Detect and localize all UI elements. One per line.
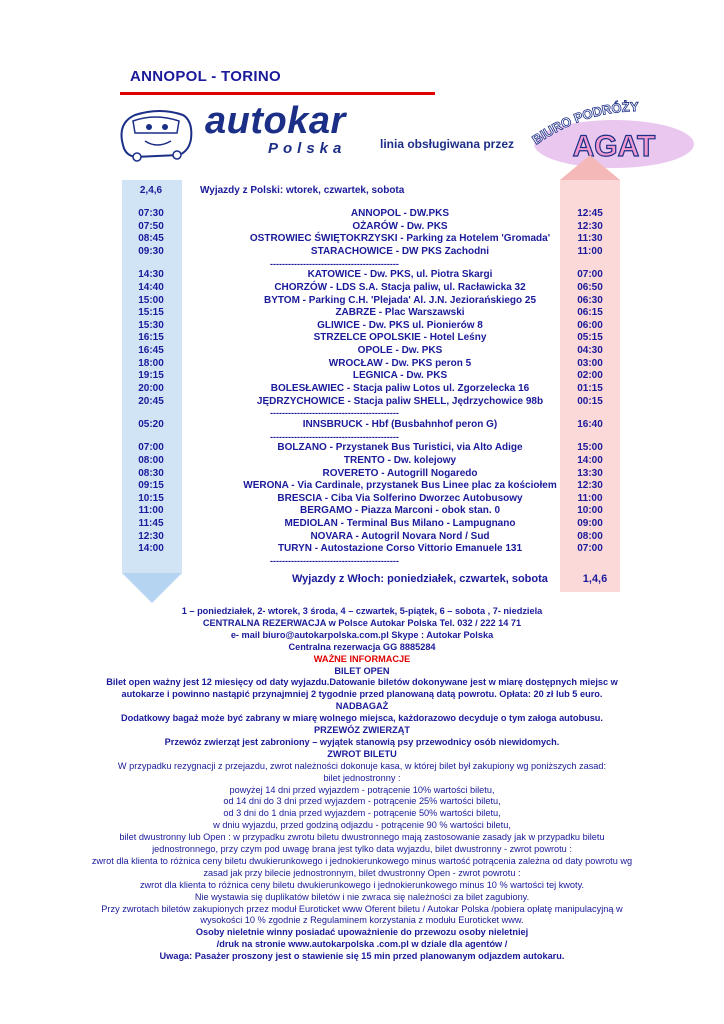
departure-time: 18:00 — [138, 357, 164, 369]
return-time: 14:00 — [577, 454, 603, 466]
return-time: 02:00 — [577, 370, 603, 382]
return-label: Wyjazdy z Włoch: poniedziałek, czwartek, sobota — [292, 573, 548, 585]
outbound-days: 2,4,6 — [139, 185, 163, 196]
stop-name: WROCŁAW - Dw. PKS peron 5 — [328, 357, 472, 369]
info-line: Centralna rezerwacja GG 8885284 — [288, 641, 436, 652]
arrow-up-icon — [560, 155, 620, 180]
info-line: PRZEWÓZ ZWIERZĄT — [314, 725, 410, 735]
stop-name: ROVERETO - Autogrill Nogaredo — [322, 467, 478, 479]
return-time: 06:00 — [577, 319, 603, 331]
info-line: autokarze i powinno nastąpić przynajmniej 2 tygodnie przed planowaną datą powrotu. Opłata: 20 zł lub 5 euro. — [121, 689, 603, 700]
operated-by-text: linia obsługiwana przez — [380, 137, 515, 151]
timetable-row — [120, 383, 620, 395]
departure-time: 14:00 — [138, 543, 164, 555]
group-separator: ------------------------------------------- — [270, 409, 399, 418]
timetable-row — [120, 480, 620, 492]
info-line: jednostronnego, przy czym pod uwagę brana jest tylko data wyjazdu, bilet dwustronny - zwrot powrotu : — [152, 844, 572, 854]
departure-time: 16:45 — [138, 345, 164, 357]
agat-name: AGAT — [572, 130, 656, 163]
info-line: w dniu wyjazdu, przed godziną odjazdu - potrącenie 90 % wartości biletu, — [213, 820, 511, 831]
timetable-row — [120, 208, 620, 220]
timetable-row — [120, 370, 620, 382]
stop-name: TRENTO - Dw. kolejowy — [343, 454, 457, 466]
departure-time: 20:00 — [138, 383, 164, 395]
return-days: 1,4,6 — [582, 573, 608, 585]
info-line: Bilet open ważny jest 12 miesięcy od daty wyjazdu.Datowanie biletów dokonywane jest w miarę dostępnych miejsc w — [106, 677, 618, 688]
stop-name: BOLESŁAWIEC - Stacja paliw Lotos ul. Zgorzelecka 16 — [270, 383, 530, 395]
return-time: 15:00 — [577, 442, 603, 454]
info-line: od 3 dni do 1 dnia przed wyjazdem - potrącenie 50% wartości biletu, — [223, 808, 501, 819]
departure-time: 12:30 — [138, 530, 164, 542]
return-time: 06:15 — [577, 307, 603, 319]
return-time: 12:30 — [577, 220, 603, 232]
timetable-row — [120, 332, 620, 344]
departure-time: 09:30 — [138, 245, 164, 257]
departure-time: 11:00 — [138, 505, 164, 517]
info-line: Nie wystawia się duplikatów biletów i nie zwraca się należności za bilet zagubiony. — [194, 891, 530, 902]
outbound-days-row — [120, 185, 620, 197]
return-time: 11:30 — [577, 233, 603, 245]
stop-name: BOLZANO - Przystanek Bus Turistici, via Alto Adige — [277, 442, 523, 454]
timetable-row — [120, 282, 620, 294]
departure-time: 08:45 — [138, 233, 164, 245]
timetable-row — [120, 518, 620, 530]
stop-name: INNSBRUCK - Hbf (Busbahnhof peron G) — [302, 418, 498, 430]
departure-time: 10:15 — [138, 492, 164, 504]
info-line: CENTRALNA REZERWACJA w Polsce Autokar Polska Tel. 032 / 222 14 71 — [202, 617, 522, 628]
return-time: 11:00 — [577, 245, 603, 257]
return-time: 11:00 — [577, 492, 603, 504]
timetable-row — [120, 455, 620, 467]
return-time: 03:00 — [577, 357, 603, 369]
info-line: powyżej 14 dni przed wyjazdem - potrącenie 10% wartości biletu, — [229, 784, 495, 795]
return-time: 06:30 — [577, 294, 603, 306]
stop-name: OPOLE - Dw. PKS — [357, 345, 443, 357]
stop-name: BYTOM - Parking C.H. 'Plejada' Al. J.N. Jeziorańskiego 25 — [263, 294, 537, 306]
timetable-row — [120, 543, 620, 555]
stop-name: MEDIOLAN - Terminal Bus Milano - Lampugnano — [284, 518, 516, 530]
info-line: Uwaga: Pasażer proszony jest o stawienie się 15 min przed planowanym odjazdem autokaru. — [159, 951, 565, 962]
info-line: WAŻNE INFORMACJE — [313, 653, 411, 664]
stop-name: BRESCIA - Ciba Via Solferino Dworzec Autobusowy — [277, 492, 523, 504]
return-time: 00:15 — [577, 395, 603, 407]
stop-name: BERGAMO - Piazza Marconi - obok stan. 0 — [299, 505, 501, 517]
info-line: Dodatkowy bagaż może być zabrany w miarę wolnego miejsca, każdorazowo decyduje o tym załoga autobusu. — [121, 713, 603, 724]
timetable-row — [120, 345, 620, 357]
info-line: /druk na stronie www.autokarpolska .com.pl w dziale dla agentów / — [216, 939, 508, 950]
return-time: 06:50 — [577, 281, 603, 293]
stop-name: STRZELCE OPOLSKIE - Hotel Leśny — [313, 332, 487, 344]
departure-time: 15:30 — [138, 319, 164, 331]
stop-name: JĘDRZYCHOWICE - Stacja paliw SHELL, Jędrzychowice 98b — [256, 395, 544, 407]
departure-time: 11:45 — [138, 518, 164, 530]
info-line: BILET OPEN — [334, 665, 390, 676]
departure-time: 08:30 — [138, 467, 164, 479]
timetable-row — [120, 246, 620, 258]
timetable-row — [120, 307, 620, 319]
return-time: 09:00 — [577, 518, 603, 530]
departure-time: 07:00 — [138, 442, 164, 454]
stop-name: GLIWICE - Dw. PKS ul. Pionierów 8 — [317, 319, 483, 331]
timetable-row — [120, 233, 620, 245]
agat-arc-text: BIURO PODRÓŻY — [529, 100, 639, 148]
info-line: Przewóz zwierząt jest zabroniony – wyjątek stanowią psy przewodnicy osób niewidomych. — [164, 736, 560, 747]
return-time: 12:30 — [577, 480, 603, 492]
departure-time: 08:00 — [138, 454, 164, 466]
departure-time: 07:50 — [138, 220, 164, 232]
info-line: zwrot dla klienta to różnica ceny biletu dwukierunkowego i jednokierunkowego minus 10 % wartości tej kwoty. — [139, 879, 585, 890]
info-line: zwrot dla klienta to różnica ceny biletu dwukierunkowego i jednokierunkowego minus wartość potrącenia zależna od daty powrotu wg — [91, 855, 633, 866]
departure-time: 14:30 — [138, 269, 164, 281]
departure-time: 19:15 — [138, 370, 164, 382]
outbound-label: Wyjazdy z Polski: wtorek, czwartek, sobota — [200, 185, 405, 196]
info-line: ZWROT BILETU — [327, 748, 397, 759]
timetable-row — [120, 320, 620, 332]
bus-logo-icon — [115, 105, 195, 163]
info-line: W przypadku rezygnacji z przejazdu, zwrot należności dokonuje kasa, w której bilet był zakupiony wg poniższych zasad: — [117, 760, 607, 771]
return-time: 07:00 — [577, 269, 603, 281]
timetable-row — [120, 505, 620, 517]
departure-time: 15:00 — [138, 294, 164, 306]
info-line: NADBAGAŻ — [335, 701, 389, 712]
timetable-row — [120, 419, 620, 431]
return-time: 13:30 — [577, 467, 603, 479]
departure-time: 16:15 — [138, 332, 164, 344]
route-title: ANNOPOL - TORINO — [130, 68, 281, 85]
stop-name: ANNOPOL - DW.PKS — [350, 208, 450, 219]
group-separator: ------------------------------------------- — [270, 259, 399, 268]
info-line: 1 – poniedziałek, 2- wtorek, 3 środa, 4 – czwartek, 5-piątek, 6 – sobota , 7- niedziela — [181, 606, 543, 616]
timetable-row — [120, 358, 620, 370]
stop-name: OŻARÓW - Dw. PKS — [352, 220, 448, 232]
stop-name: CHORZÓW - LDS S.A. Stacja paliw, ul. Racławicka 32 — [274, 281, 526, 293]
info-line: zasad jak przy bilecie jednostronnym, bilet dwustronny Open - zwrot powrotu : — [203, 867, 521, 878]
timetable-row — [120, 295, 620, 307]
timetable-row — [120, 493, 620, 505]
title-underline — [120, 92, 435, 95]
return-time: 10:00 — [577, 505, 603, 517]
timetable-row — [120, 396, 620, 408]
stop-name: NOVARA - Autogril Novara Nord / Sud — [310, 530, 490, 542]
return-time: 08:00 — [577, 530, 603, 542]
info-line: Przy zwrotach biletów zakupionych przez moduł Euroticket www Oferent biletu / Autokar Polska /pobiera opłatę manipulacyjną w — [101, 903, 623, 914]
group-separator: ------------------------------------------- — [270, 557, 399, 566]
departure-time: 05:20 — [138, 418, 164, 430]
departure-time: 20:45 — [138, 395, 164, 407]
timetable-row — [120, 531, 620, 543]
timetable-row — [120, 442, 620, 454]
departure-time: 09:15 — [138, 480, 164, 492]
departure-time: 14:40 — [138, 281, 164, 293]
brand-subtitle: Polska — [268, 140, 347, 157]
return-time: 05:15 — [577, 332, 603, 344]
stop-name: WERONA - Via Cardinale, przystanek Bus Linee plac za kościołem — [243, 480, 557, 492]
return-time: 07:00 — [577, 543, 603, 555]
stop-name: OSTROWIEC ŚWIĘTOKRZYSKI - Parking za Hotelem 'Gromada' — [249, 233, 551, 245]
group-separator: ------------------------------------------- — [270, 432, 399, 441]
info-line: bilet dwustronny lub Open : w przypadku zwrotu biletu dwustronnego mają zastosowanie zasady jak w przypadku biletu — [119, 832, 605, 843]
stop-name: TURYN - Autostazione Corso Vittorio Emanuele 131 — [277, 543, 523, 555]
return-time: 16:40 — [577, 418, 603, 430]
departure-time: 07:30 — [138, 208, 164, 219]
return-time: 04:30 — [577, 345, 603, 357]
return-time: 01:15 — [577, 383, 603, 395]
return-days-row — [120, 573, 620, 585]
info-line: bilet jednostronny : — [323, 772, 401, 783]
timetable-row — [120, 468, 620, 480]
timetable-row — [120, 221, 620, 233]
info-line: e- mail biuro@autokarpolska.com.pl Skype : Autokar Polska — [230, 629, 494, 640]
info-line: Osoby nieletnie winny posiadać upoważnienie do przewozu osoby nieletniej — [195, 927, 529, 938]
stop-name: LEGNICA - Dw. PKS — [352, 370, 448, 382]
info-line: od 14 dni do 3 dni przed wyjazdem - potrącenie 25% wartości biletu, — [223, 796, 501, 807]
brand-name: autokar — [205, 100, 346, 142]
info-line: wysokości 10 % zgodnie z Regulaminem korzystania z modułu Euroticket www. — [200, 915, 524, 926]
return-time: 12:45 — [577, 208, 603, 219]
timetable-row — [120, 269, 620, 281]
stop-name: STARACHOWICE - DW PKS Zachodni — [310, 245, 490, 257]
stop-name: KATOWICE - Dw. PKS, ul. Piotra Skargi — [307, 269, 493, 281]
departure-time: 15:15 — [138, 307, 164, 319]
stop-name: ZABRZE - Plac Warszawski — [335, 307, 465, 319]
